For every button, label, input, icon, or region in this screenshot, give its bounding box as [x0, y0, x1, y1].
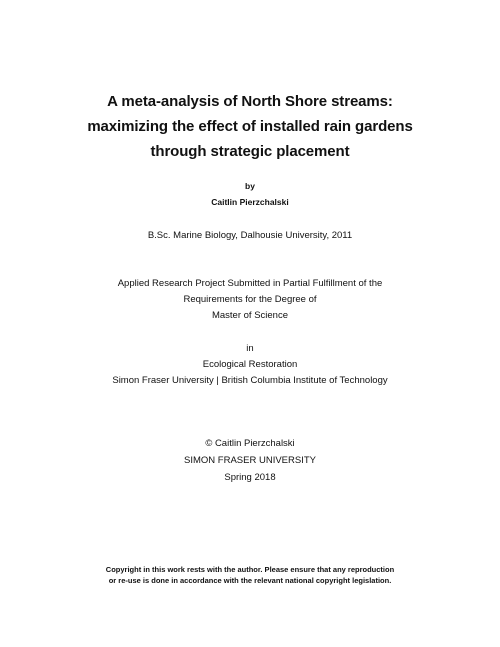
submission-line-3: Master of Science — [211, 310, 289, 321]
by-label: by — [245, 181, 255, 191]
institutions: Simon Fraser University | British Columbia Institute of Technology — [112, 375, 388, 386]
term: Spring 2018 — [224, 472, 276, 483]
title-line-3: through strategic placement — [150, 143, 350, 160]
copyright-notice-line-1: Copyright in this work rests with the author. Please ensure that any reproduction — [105, 565, 395, 574]
copyright-holder: © Caitlin Pierzchalski — [205, 438, 295, 449]
in-label: in — [246, 343, 254, 354]
submission-line-1: Applied Research Project Submitted in Partial Fulfillment of the — [117, 278, 383, 289]
author-name: Caitlin Pierzchalski — [211, 197, 289, 207]
prior-degree: B.Sc. Marine Biology, Dalhousie University, 2011 — [147, 230, 353, 241]
copyright-notice-line-2: or re-use is done in accordance with the relevant national copyright legislation. — [108, 576, 392, 585]
program-name: Ecological Restoration — [202, 359, 298, 370]
title-line-2: maximizing the effect of installed rain gardens — [87, 118, 413, 135]
university-name: SIMON FRASER UNIVERSITY — [184, 455, 316, 466]
submission-line-2: Requirements for the Degree of — [183, 294, 317, 305]
title-line-1: A meta-analysis of North Shore streams: — [107, 93, 393, 110]
